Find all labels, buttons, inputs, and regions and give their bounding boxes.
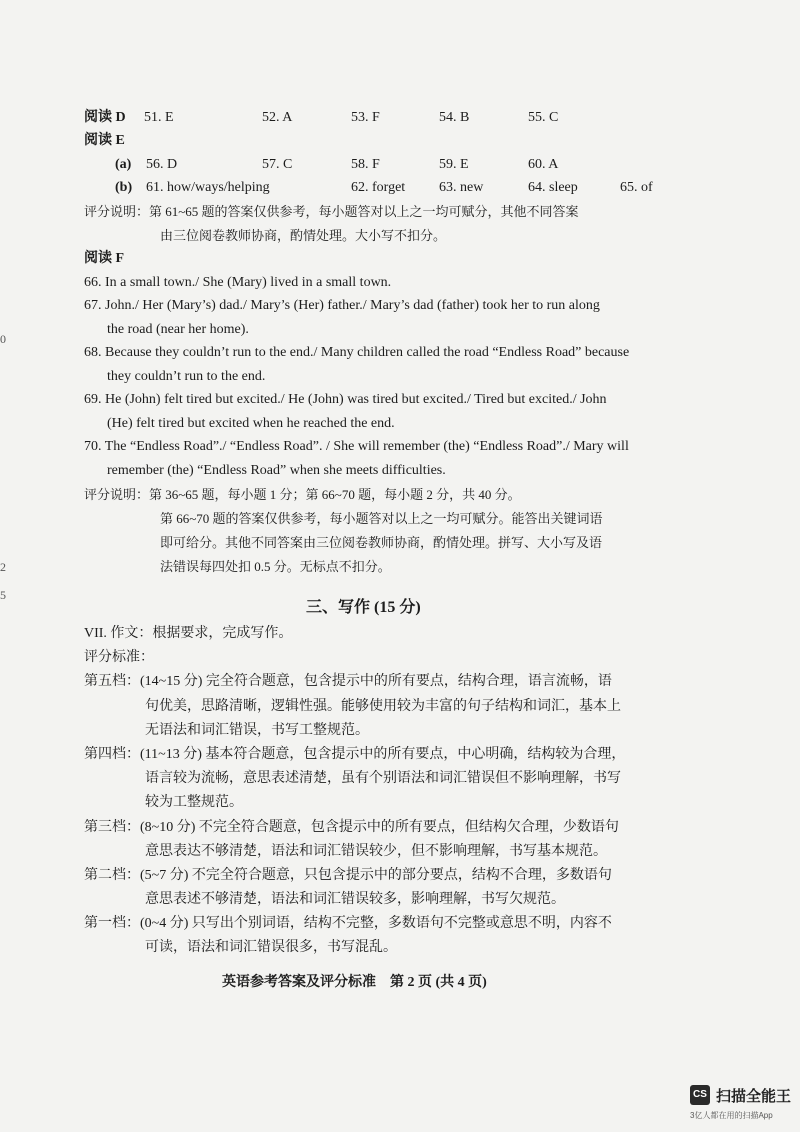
answer-53: 53. F	[351, 110, 380, 125]
answer-58: 58. F	[351, 157, 380, 172]
margin-mark: 5	[0, 588, 6, 602]
grade-2: 第二档：(5~7 分) 不完全符合题意，只包含提示中的部分要点，结构不合理，多数语句	[84, 868, 612, 883]
page-footer: 英语参考答案及评分标准 第 2 页 (共 4 页)	[222, 975, 487, 990]
writing-section-title: 三、写作 (15 分)	[306, 599, 421, 616]
answer-55: 55. C	[528, 110, 559, 125]
answer-68-cont: they couldn’t run to the end.	[107, 369, 266, 384]
grade-4-cont: 语言较为流畅，意思表述清楚，虽有个别语法和词汇错误但不影响理解，书写	[145, 771, 621, 786]
margin-mark: 0	[0, 332, 6, 346]
grade-3-cont: 意思表达不够清楚，语法和词汇错误较少，但不影响理解，书写基本规范。	[145, 844, 607, 859]
reading-f-note: 法错误每四处扣 0.5 分。无标点不扣分。	[160, 559, 391, 574]
grade-1: 第一档：(0~4 分) 只写出个别词语，结构不完整，多数语句不完整或意思不明，内容不	[84, 916, 612, 931]
answer-65: 65. of	[620, 180, 653, 195]
answer-61: 61. how/ways/helping	[146, 180, 270, 195]
answer-69: 69. He (John) felt tired but excited./ He (John) was tired but excited./ Tired but excited./ John	[84, 392, 607, 407]
grade-3: 第三档：(8~10 分) 不完全符合题意，包含提示中的所有要点，但结构欠合理，少数语句	[84, 820, 619, 835]
margin-mark: 2	[0, 560, 6, 574]
reading-e-note: 由三位阅卷教师协商，酌情处理。大小写不扣分。	[160, 228, 447, 243]
answer-52: 52. A	[262, 110, 293, 125]
answer-70-cont: remember (the) “Endless Road” when she meets difficulties.	[107, 463, 446, 478]
camscanner-logo-icon: CS	[690, 1085, 710, 1105]
answer-67-cont: the road (near her home).	[107, 322, 249, 337]
grade-4: 第四档：(11~13 分) 基本符合题意，包含提示中的所有要点，中心明确，结构较为合理，	[84, 747, 626, 762]
watermark-name: 扫描全能王	[716, 1088, 792, 1105]
grade-4-cont: 较为工整规范。	[145, 795, 243, 810]
answer-64: 64. sleep	[528, 180, 578, 195]
answer-60: 60. A	[528, 157, 559, 172]
answer-67: 67. John./ Her (Mary’s) dad./ Mary’s (Her) father./ Mary’s dad (father) took her to run along	[84, 298, 600, 313]
answer-56: 56. D	[146, 157, 178, 172]
answer-63: 63. new	[439, 180, 484, 195]
reading-f-label: 阅读 F	[84, 251, 125, 266]
answer-70: 70. The “Endless Road”./ “Endless Road”. / She will remember (the) “Endless Road”./ Mary will	[84, 439, 629, 454]
reading-e-note: 评分说明：第 61~65 题的答案仅供参考，每小题答对以上之一均可赋分，其他不同答案	[84, 204, 579, 219]
reading-e-label: 阅读 E	[84, 133, 125, 148]
part-b-label: (b)	[115, 180, 133, 195]
grade-1-cont: 可读，语法和词汇错误很多，书写混乱。	[145, 940, 397, 955]
answer-68: 68. Because they couldn’t run to the end./ Many children called the road “Endless Road” because	[84, 345, 630, 360]
answer-62: 62. forget	[351, 180, 406, 195]
answer-51: 51. E	[144, 110, 174, 125]
grade-5-cont: 句优美，思路清晰，逻辑性强。能够使用较为丰富的句子结构和词汇，基本上	[145, 699, 621, 714]
answer-59: 59. E	[439, 157, 469, 172]
answer-66: 66. In a small town./ She (Mary) lived in a small town.	[84, 275, 392, 290]
part-a-label: (a)	[115, 157, 132, 172]
answer-54: 54. B	[439, 110, 470, 125]
watermark-tagline: 3亿人都在用的扫描App	[690, 1111, 773, 1120]
grade-5: 第五档：(14~15 分) 完全符合题意，包含提示中的所有要点，结构合理，语言流畅，语	[84, 674, 612, 689]
criteria-label: 评分标准：	[84, 650, 154, 665]
grade-2-cont: 意思表述不够清楚，语法和词汇错误较多，影响理解，书写欠规范。	[145, 892, 565, 907]
writing-task: VII. 作文：根据要求，完成写作。	[84, 626, 293, 641]
grade-5-cont: 无语法和词汇错误，书写工整规范。	[145, 723, 369, 738]
reading-d-label: 阅读 D	[84, 110, 126, 125]
reading-f-note: 第 66~70 题的答案仅供参考，每小题答对以上之一均可赋分。能答出关键词语	[160, 511, 603, 526]
answer-69-cont: (He) felt tired but excited when he reached the end.	[107, 416, 395, 431]
answer-57: 57. C	[262, 157, 293, 172]
reading-f-note: 评分说明：第 36~65 题，每小题 1 分；第 66~70 题，每小题 2 分，共 40 分。	[84, 487, 521, 502]
reading-f-note: 即可给分。其他不同答案由三位阅卷教师协商，酌情处理。拼写、大小写及语	[160, 535, 603, 550]
